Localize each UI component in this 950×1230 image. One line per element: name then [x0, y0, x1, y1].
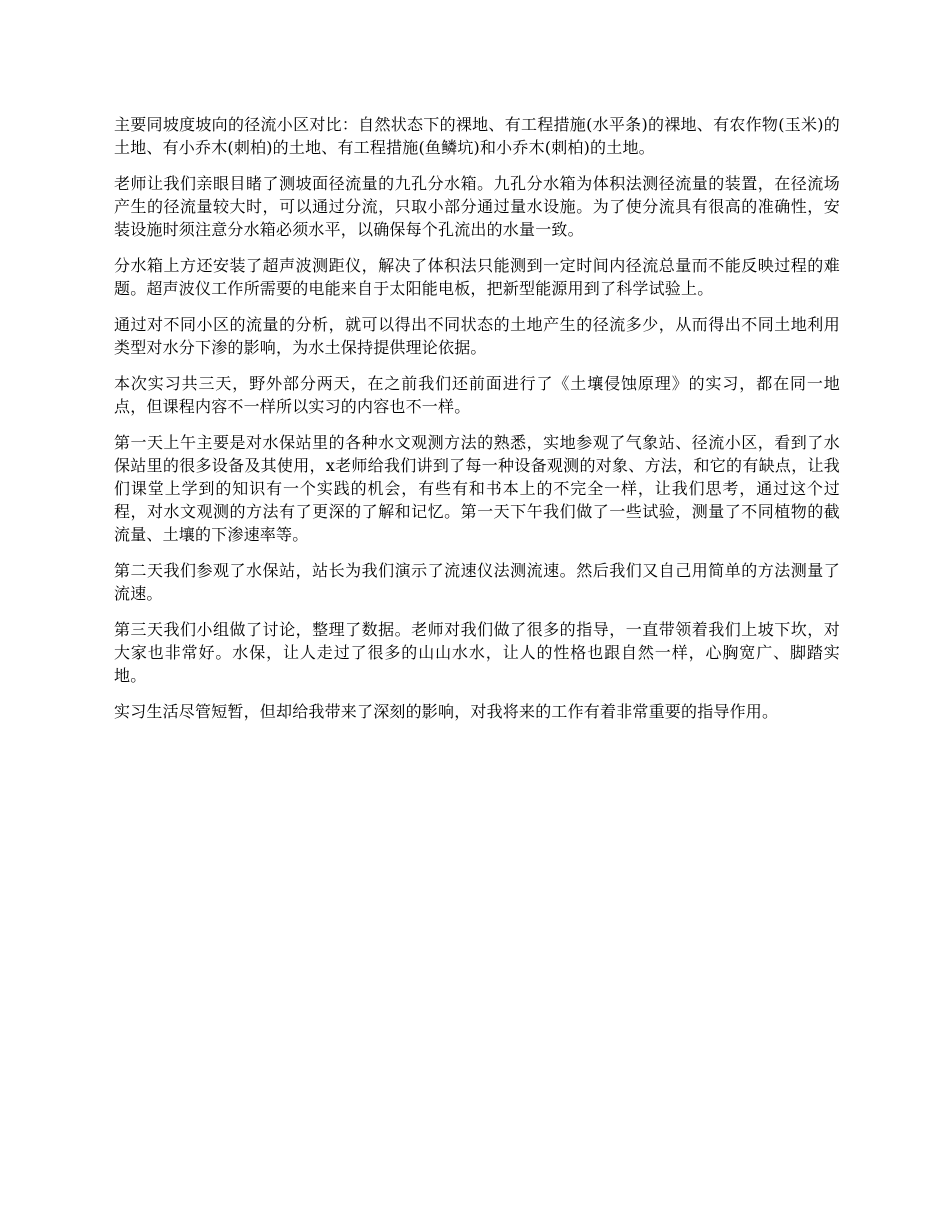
document-body — [114, 113, 840, 736]
paragraph-day-three: 第三天我们小组做了讨论，整理了数据。老师对我们做了很多的指导，一直带领着我们上坡下坎，对大家也非常好。水保，让人走过了很多的山山水水，让人的性格也跟自然一样，心胸宽广、脚踏实地。 — [114, 620, 840, 685]
paragraph-day-two: 第二天我们参观了水保站，站长为我们演示了流速仪法测流速。然后我们又自己用简单的方法测量了流速。 — [114, 561, 840, 603]
paragraph-flow-analysis: 通过对不同小区的流量的分析，就可以得出不同状态的土地产生的径流多少，从而得出不同土地利用类型对水分下渗的影响，为水土保持提供理论依据。 — [114, 315, 840, 357]
paragraph-day-one: 第一天上午主要是对水保站里的各种水文观测方法的熟悉，实地参观了气象站、径流小区，看到了水保站里的很多设备及其使用，x老师给我们讲到了每一种设备观测的对象、方法，和它的有缺点，让我们课堂上学到的知识有一个实践的机会，有些有和书本上的不完全一样，让我们思考，通过这个过程，对水文观测的方法有了更深的了解和记忆。第一天下午我们做了一些试验，测量了不同植物的截流量、土壤的下渗速率等。 — [114, 433, 840, 544]
paragraph-ultrasonic-meter: 分水箱上方还安装了超声波测距仪，解决了体积法只能测到一定时间内径流总量而不能反映过程的难题。超声波仪工作所需要的电能来自于太阳能电板，把新型能源用到了科学试验上。 — [114, 256, 840, 298]
paragraph-internship-overview: 本次实习共三天，野外部分两天，在之前我们还前面进行了《土壤侵蚀原理》的实习，都在同一地点，但课程内容不一样所以实习的内容也不一样。 — [114, 374, 840, 416]
paragraph-conclusion: 实习生活尽管短暂，但却给我带来了深刻的影响，对我将来的工作有着非常重要的指导作用。 — [114, 702, 779, 721]
paragraph-diversion-box: 老师让我们亲眼目睹了测坡面径流量的九孔分水箱。九孔分水箱为体积法测径流量的装置，在径流场产生的径流量较大时，可以通过分流，只取小部分通过量水设施。为了使分流具有很高的准确性，安装设施时须注意分水箱必须水平，以确保每个孔流出的水量一致。 — [114, 174, 840, 239]
paragraph-runoff-plots: 主要同坡度坡向的径流小区对比：自然状态下的裸地、有工程措施(水平条)的裸地、有农作物(玉米)的土地、有小乔木(刺柏)的土地、有工程措施(鱼鳞坑)和小乔木(刺柏)的土地。 — [114, 115, 840, 157]
